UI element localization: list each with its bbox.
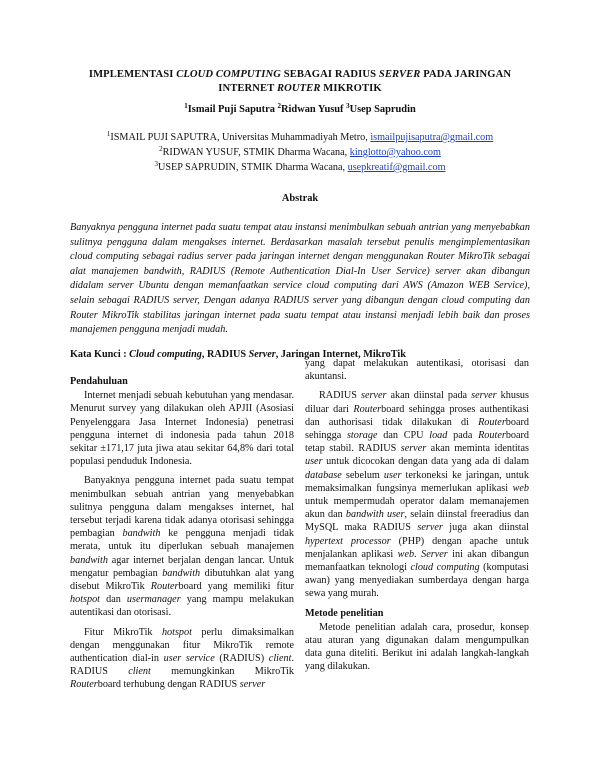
keywords-label: Kata Kunci :	[70, 349, 130, 360]
title-text: PADA JARINGAN	[420, 69, 512, 80]
paragraph: yang dapat melakukan autentikasi, otorisasi dan akuntansi.	[305, 358, 529, 383]
paragraph: Fitur MikroTik hotspot perlu dimaksimalkan dengan menggunakan fitur MikroTik remote authentication dial-in user service (RADIUS) client. RADIUS client memungkinkan MikroTik Routerboard terhubung dengan RADIUS server	[70, 626, 294, 691]
section-heading-metode: Metode penelitian	[305, 607, 384, 619]
title-text: ROUTER	[276, 83, 321, 94]
keyword: Server	[248, 349, 276, 360]
email-link[interactable]: ismailpujisaputra@gmail.com	[370, 132, 494, 143]
paragraph: Banyaknya pengguna internet pada suatu tempat menimbulkan sebuah antrian yang menyebabkan sulitnya pengguna dalam mengakses internet, hal tersebut terjadi karena tidak adanya otorisasi sehingga pembagian bandwith ke pengguna menjadi tidak merata, untuk itu diperlukan sebuah manajemen bandwith agar internet berjalan dengan lancar. Untuk mengatur pembagian bandwith dibutuhkan alat yang disebut MikroTik Routerboard yang memiliki fitur hotspot dan usermanager yang mampu melakukan autentikasi dan otorisasi.	[70, 475, 295, 619]
keyword: , Jaringan Internet, MikroTik	[275, 349, 406, 360]
affiliation-sup: 3	[154, 160, 158, 168]
affiliation-text: USEP SAPRUDIN, STMIK Dharma Wacana,	[157, 162, 348, 173]
abstract-heading: Abstrak	[281, 193, 319, 204]
title-text: SEBAGAI RADIUS	[280, 69, 379, 80]
affiliation-line	[60, 130, 540, 145]
title-text: CLOUD COMPUTING	[176, 69, 281, 80]
author-list	[60, 104, 540, 115]
paragraph: Metode penelitian adalah cara, prosedur, konsep atau aturan yang digunakan dalam mengumpulkan data guna diteliti. Berikut ini adalah langkah-langkah yang dilakukan.	[305, 621, 529, 673]
author-name: Ismail Puji Saputra	[187, 104, 278, 115]
author-name: Usep Saprudin	[349, 104, 416, 115]
affiliation-sup: 2	[159, 145, 163, 153]
title-text: INTERNET	[218, 83, 277, 94]
paragraph: Internet menjadi sebuah kebutuhan yang mendasar. Menurut survey yang dilakukan oleh APJII (Asosiasi Penyelenggara Jasa Internet Indonesia) penetrasi pengguna internet di indonesia pada tahun 2018 sekitar ±171,17 juta jiwa atau sekitar 64,8% dari total populasi penduduk Indonesia.	[70, 390, 294, 468]
abstract-text: Banyaknya pengguna internet pada suatu tempat atau instansi menimbulkan sebuah antrian yang menyebabkan sulitnya pengguna dalam mengakses internet. Berdasarkan masalah tersebut penulis mengimplementasikan cloud computing sebagai radius server pada jaringan internet dengan menggunakan Router MikroTik sebagai alat manajemen bandwith, RADIUS (Remote Authentication Dial-In User Service) server akan dibangun didalam server Ubuntu dengan memanfaatkan service cloud computing dari AWS (Amazon WEB Service), selain sebagai RADIUS server, Dengan adanya RADIUS server yang dibangun dengan cloud computing dan Router MikroTik stabilitas jaringan internet pada suatu tempat atau instansi menjadi lebih baik dan proses manajemen pengguna menjadi mudah.	[70, 222, 530, 336]
paper-title	[60, 68, 540, 96]
affiliation-text: RIDWAN YUSUF, STMIK Dharma Wacana,	[162, 147, 350, 158]
author-sup: 3	[346, 102, 350, 110]
affiliation-line	[60, 145, 540, 160]
keyword: Cloud computing	[129, 349, 202, 360]
author-sup: 1	[184, 102, 188, 110]
right-column	[305, 357, 529, 680]
email-link[interactable]: kinglotto@yahoo.com	[349, 147, 441, 158]
paragraph: RADIUS server akan diinstal pada server khusus diluar dari Routerboard sehingga proses authentikasi dan authorisasi tidak dilakukan di Routerboard sehingga storage dan CPU load pada Routerboard tetap stabil. RADIUS server akan meminta identitas user untuk dicocokan dengan data yang ada di dalam database sebelum user terkoneksi ke jaringan, untuk memaksimalkan fungsinya memerlukan aplikasi web untuk mempermudah operator dalam memanajemen akun dan bandwith user, selain diinstal freeradius dan MySQL maka RADIUS server juga akan diinstal hypertext processor (PHP) dengan apache untuk menjalankan aplikasi web. Server ini akan dibangun memanfaatkan teknologi cloud computing (komputasi awan) yang menyediakan sumberdaya dengan harga sewa yang murah.	[305, 390, 530, 600]
affiliations	[60, 130, 540, 175]
left-column	[70, 375, 294, 698]
affiliation-line	[60, 160, 540, 175]
title-text: SERVER	[378, 69, 421, 80]
affiliation-sup: 1	[106, 130, 111, 138]
author-name: Ridwan Yusuf	[281, 104, 347, 115]
author-sup: 2	[277, 102, 282, 110]
keyword: , RADIUS	[201, 349, 249, 360]
title-text: IMPLEMENTASI	[88, 69, 177, 80]
email-link[interactable]: usepkreatif@gmail.com	[347, 162, 446, 173]
affiliation-text: ISMAIL PUJI SAPUTRA, Universitas Muhammadiyah Metro,	[110, 132, 371, 143]
title-text: MIKROTIK	[320, 83, 382, 94]
section-heading-pendahuluan: Pendahuluan	[70, 376, 128, 387]
